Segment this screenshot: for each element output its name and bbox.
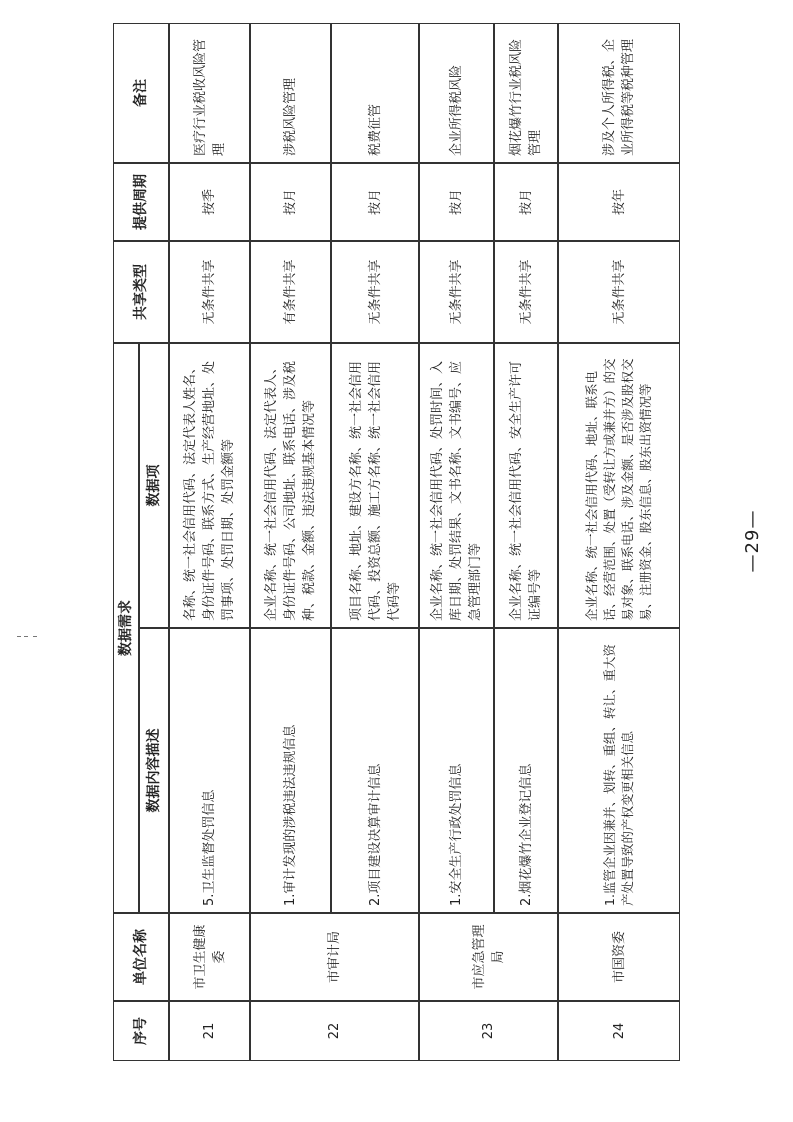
- row-remark: 涉税风险管理: [250, 23, 331, 163]
- row-share-type: 无条件共享: [169, 241, 250, 343]
- row-content-desc: 1.审计发现的涉税违法违规信息: [250, 628, 331, 913]
- row-unit: 市应急管理局: [419, 913, 558, 1001]
- row-content-desc: 1.安全生产行政处罚信息: [419, 628, 494, 913]
- row-period: 按季: [169, 163, 250, 241]
- row-seq: 23: [419, 1001, 558, 1061]
- row-data-items: 企业名称、统一社会信用代码、法定代表人、身份证件号码、公司地址、联系电话、涉及税种、税款、金额、违法违规基本情况等: [250, 343, 331, 628]
- row-unit: 市卫生健康委: [169, 913, 250, 1001]
- row-seq: 21: [169, 1001, 250, 1061]
- row-seq: 22: [250, 1001, 419, 1061]
- page-number: —29—: [742, 509, 763, 573]
- row-remark: 企业所得税风险: [419, 23, 494, 163]
- row-remark: 税费征管: [331, 23, 419, 163]
- data-sharing-table: [113, 23, 680, 1061]
- row-share-type: 无条件共享: [419, 241, 494, 343]
- row-unit: 市审计局: [250, 913, 419, 1001]
- row-remark: 烟花爆竹行业税风险管理: [494, 23, 558, 163]
- header-seq: 序号: [113, 1001, 169, 1061]
- row-data-items: 项目名称、地址、建设方名称、统一社会信用代码、投资总额、施工方名称、统一社会信用代码等: [331, 343, 419, 628]
- row-share-type: 无条件共享: [494, 241, 558, 343]
- row-share-type: 有条件共享: [250, 241, 331, 343]
- header-unit: 单位名称: [113, 913, 169, 1001]
- row-period: 按月: [419, 163, 494, 241]
- row-data-items: 企业名称、统一社会信用代码、处罚时间、入库日期、处罚结果、文书名称、文书编号、应急管理部门等: [419, 343, 494, 628]
- header-remarks: 备注: [113, 23, 169, 163]
- row-period: 按月: [331, 163, 419, 241]
- row-period: 按月: [494, 163, 558, 241]
- header-demand: 数据需求: [113, 343, 139, 913]
- row-unit: 市国资委: [558, 913, 680, 1001]
- header-share-type: 共享类型: [113, 241, 169, 343]
- row-data-items: 名称、统一社会信用代码、法定代表人姓名、身份证件号码、联系方式、生产经营地址、处罚事项、处罚日期、处罚金额等: [169, 343, 250, 628]
- row-content-desc: 1.监管企业因兼并、划转、重组、转让、重大资产处置导致的产权变更相关信息: [558, 628, 680, 913]
- header-data-items: 数据项: [139, 343, 169, 628]
- header-content-desc: 数据内容描述: [139, 628, 169, 913]
- row-remark: 医疗行业税收风险管理: [169, 23, 250, 163]
- row-period: 按月: [250, 163, 331, 241]
- row-data-items: 企业名称、统一社会信用代码、安全生产许可证编号等: [494, 343, 558, 628]
- row-remark: 涉及个人所得税、企业所得税等税种管理: [558, 23, 680, 163]
- row-seq: 24: [558, 1001, 680, 1061]
- row-content-desc: 2.烟花爆竹企业登记信息: [494, 628, 558, 913]
- row-content-desc: 2.项目建设决算审计信息: [331, 628, 419, 913]
- header-period: 提供周期: [113, 163, 169, 241]
- row-content-desc: 5.卫生监督处罚信息: [169, 628, 250, 913]
- row-share-type: 无条件共享: [558, 241, 680, 343]
- row-data-items: 企业名称、统一社会信用代码、地址、联系电话、经营范围、处置（受转让方或兼并方）的交易对象、联系电话、涉及金额、是否涉及股权交易、注册资金、股东信息、股东出资情况等: [558, 343, 680, 628]
- row-share-type: 无条件共享: [331, 241, 419, 343]
- row-period: 按年: [558, 163, 680, 241]
